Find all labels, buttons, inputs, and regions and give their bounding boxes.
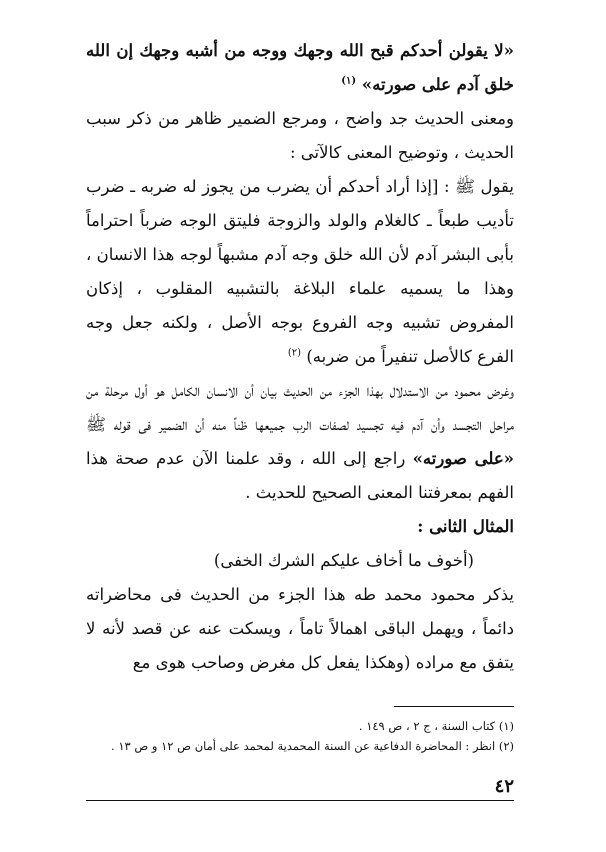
main-text — [86, 34, 514, 680]
hadith-quote: «لا يقولن أحدكم قبح الله وجهك ووجه من أشبه وجهك إن الله خلق آدم على صورته» $^{(١)}$ — [86, 41, 514, 94]
paragraph-prophet-saying: يقول ﷺ : [إذا أراد أحدكم أن يضرب من يجوز له ضربه ـ ضرب تأديب طبعاً ـ كالغلام والولد والزوجة فليتق الوجه ضرباً احتراماً بأبى البشر آدم لأن الله خلق وجه آدم مشبهاً لوجه هذا الانسان ، وهذا ما يسميه علماء البلاغة بالتشبيه المقلوب ، إذكان المفروض تشبيه وجه الفروع بوجه الأصل ، ولكنه جعل وجه الفرع كالأصل تنفيراً من ضربه) $^{(٢)}$ — [86, 177, 514, 366]
footnote-ref-2: (٢) — [287, 347, 302, 359]
footnote-2: (٢) انظر : المحاضرة الدفاعية عن السنة المحمدية لمحمد على أمان ص ١٢ و ص ١٣ . — [111, 739, 514, 753]
footnote-ref-1: (١) — [341, 75, 357, 87]
paragraph-explanation: ومعنى الحديث جد واضح ، ومرجع الضمير ظاهر من ذكر سبب الحديث ، وتوضيح المعنى كالآتى : — [86, 109, 514, 162]
footnote-divider — [394, 706, 514, 707]
paragraph-argument: وغرض محمود من الاستدلال بهذا الجزء من الحديث بيان أن الانسان الكامل هو أول مرحلة من مراحل التجسد وأن آدم فيه تجسيد لصفات الرب جميعها ظناً منه أن الضمير فى قوله ﷺ «على صورته» راجع إلى الله ، وقد علمنا الآن عدم صحة هذا الفهم بمعرفتنا المعنى الصحيح للحديث . — [86, 381, 514, 502]
section-heading: المثال الثانى : — [417, 517, 514, 536]
footnotes — [86, 716, 514, 756]
bottom-divider — [86, 800, 514, 801]
footnote-1: (١) كتاب السنة ، ج ٢ ، ص ١٤٩ . — [358, 719, 514, 733]
page-number: ٤٢ — [494, 776, 514, 797]
paragraph-continuation: يذكر محمود محمد طه هذا الجزء من الحديث فى محاضراته دائماً ، ويهمل الباقى اهمالاً تاماً ، ويسكت عنه عن قصد لأنه لا يتفق مع مراده (وهكذا يفعل كل مغرض وصاحب هوى مع — [86, 585, 514, 672]
hadith-quote-2: (أخوف ما أخاف عليكم الشرك الخفى) — [213, 551, 474, 570]
